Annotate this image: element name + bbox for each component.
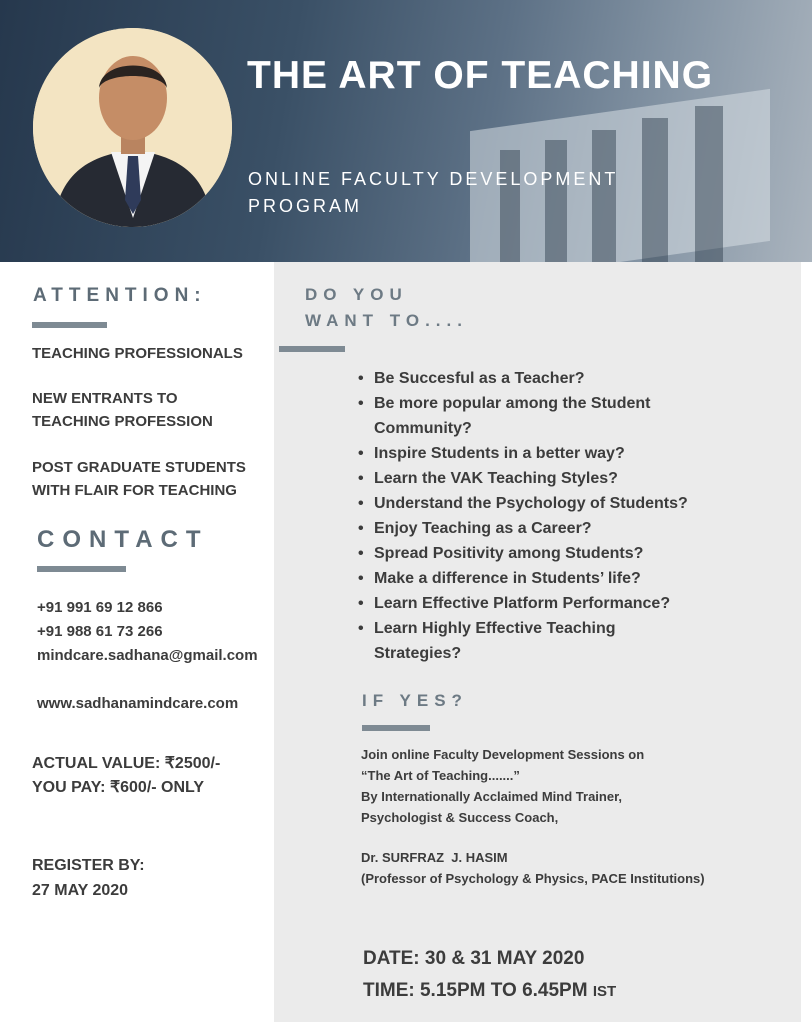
bullet-icon: • bbox=[358, 445, 364, 462]
event-time-value: TIME: 5.15PM TO 6.45PM bbox=[363, 980, 588, 1001]
bullet-icon: • bbox=[358, 495, 364, 512]
bullet-item bbox=[358, 591, 754, 616]
contact-heading: CONTACT bbox=[37, 526, 209, 553]
timezone-label: IST bbox=[592, 983, 617, 1000]
bullet-icon: • bbox=[358, 520, 364, 537]
bullet-icon: • bbox=[358, 570, 364, 587]
bullet-item bbox=[358, 516, 754, 541]
speaker-portrait-illustration bbox=[33, 28, 232, 227]
bullet-icon: • bbox=[358, 545, 364, 562]
bullet-item bbox=[358, 566, 754, 591]
bullet-text: Make a difference in Students’ life? bbox=[374, 570, 641, 587]
invitation-text bbox=[361, 744, 705, 889]
header-banner bbox=[0, 0, 812, 262]
audience-item: TEACHING PROFESSIONALS bbox=[32, 345, 243, 362]
phone-number[interactable]: +91 991 69 12 866 bbox=[37, 599, 163, 616]
attention-underline bbox=[32, 322, 107, 328]
event-time bbox=[363, 980, 616, 1002]
bullet-item bbox=[358, 391, 754, 441]
bullet-icon: • bbox=[358, 470, 364, 487]
audience-item bbox=[32, 387, 213, 433]
bullet-item bbox=[358, 466, 754, 491]
website-link[interactable]: www.sadhanamindcare.com bbox=[37, 695, 239, 712]
register-date: 27 MAY 2020 bbox=[32, 882, 129, 899]
page-subtitle bbox=[248, 166, 668, 220]
contact-underline bbox=[37, 566, 126, 572]
bullet-icon: • bbox=[358, 395, 364, 412]
if-yes-underline bbox=[362, 725, 430, 731]
bullet-text: Community? bbox=[374, 420, 472, 437]
event-date: DATE: 30 & 31 MAY 2020 bbox=[363, 948, 585, 969]
bullet-text: Learn Effective Platform Performance? bbox=[374, 595, 671, 612]
bullet-text: Enjoy Teaching as a Career? bbox=[374, 520, 592, 537]
bullet-text: Be more popular among the Student bbox=[374, 395, 651, 412]
audience-item bbox=[32, 456, 246, 502]
bullet-item bbox=[358, 616, 754, 666]
subtitle-line: PROGRAM bbox=[248, 196, 363, 216]
register-block bbox=[32, 853, 145, 903]
bullet-text: Strategies? bbox=[374, 645, 462, 662]
audience-item-line: TEACHING PROFESSION bbox=[32, 413, 213, 430]
trainer-name: Dr. SURFRAZ J. HASIM bbox=[361, 850, 508, 865]
attention-heading: ATTENTION: bbox=[33, 285, 207, 306]
bullet-icon: • bbox=[358, 620, 364, 637]
bullet-icon: • bbox=[358, 370, 364, 387]
bullet-text: Spread Positivity among Students? bbox=[374, 545, 644, 562]
bullet-item bbox=[358, 441, 754, 466]
register-label: REGISTER BY: bbox=[32, 857, 145, 874]
if-yes-heading: IF YES? bbox=[362, 691, 468, 710]
bullet-text: Inspire Students in a better way? bbox=[374, 445, 625, 462]
bullet-text: Learn Highly Effective Teaching bbox=[374, 620, 616, 637]
actual-value: ACTUAL VALUE: ₹2500/- bbox=[32, 755, 221, 772]
bullet-item bbox=[358, 491, 754, 516]
questions-heading-line: DO YOU bbox=[305, 285, 408, 304]
building-window bbox=[695, 106, 723, 262]
audience-item-line: WITH FLAIR FOR TEACHING bbox=[32, 482, 237, 499]
trainer-affiliation: (Professor of Psychology & Physics, PACE Institutions) bbox=[361, 871, 705, 886]
questions-underline bbox=[279, 346, 345, 352]
invitation-line: Join online Faculty Development Sessions on bbox=[361, 747, 645, 762]
audience-item-line: POST GRADUATE STUDENTS bbox=[32, 459, 246, 476]
email-address[interactable]: mindcare.sadhana@gmail.com bbox=[37, 647, 258, 664]
bullet-icon: • bbox=[358, 595, 364, 612]
bullet-text: Learn the VAK Teaching Styles? bbox=[374, 470, 618, 487]
pricing-block bbox=[32, 752, 220, 800]
subtitle-line: ONLINE FACULTY DEVELOPMENT bbox=[248, 169, 619, 189]
phone-number[interactable]: +91 988 61 73 266 bbox=[37, 623, 163, 640]
speaker-portrait bbox=[33, 28, 232, 227]
page-title: THE ART OF TEACHING bbox=[247, 54, 714, 97]
bullet-item bbox=[358, 541, 754, 566]
bullet-item bbox=[358, 366, 754, 391]
questions-heading bbox=[305, 282, 468, 334]
bullet-text: Be Succesful as a Teacher? bbox=[374, 370, 585, 387]
invitation-line: “The Art of Teaching.......” bbox=[361, 768, 520, 783]
questions-heading-line: WANT TO.... bbox=[305, 311, 468, 330]
audience-item-line: NEW ENTRANTS TO bbox=[32, 390, 178, 407]
you-pay: YOU PAY: ₹600/- ONLY bbox=[32, 779, 205, 796]
bullet-text: Understand the Psychology of Students? bbox=[374, 495, 688, 512]
invitation-line: Psychologist & Success Coach, bbox=[361, 810, 559, 825]
invitation-line: By Internationally Acclaimed Mind Trainer, bbox=[361, 789, 623, 804]
